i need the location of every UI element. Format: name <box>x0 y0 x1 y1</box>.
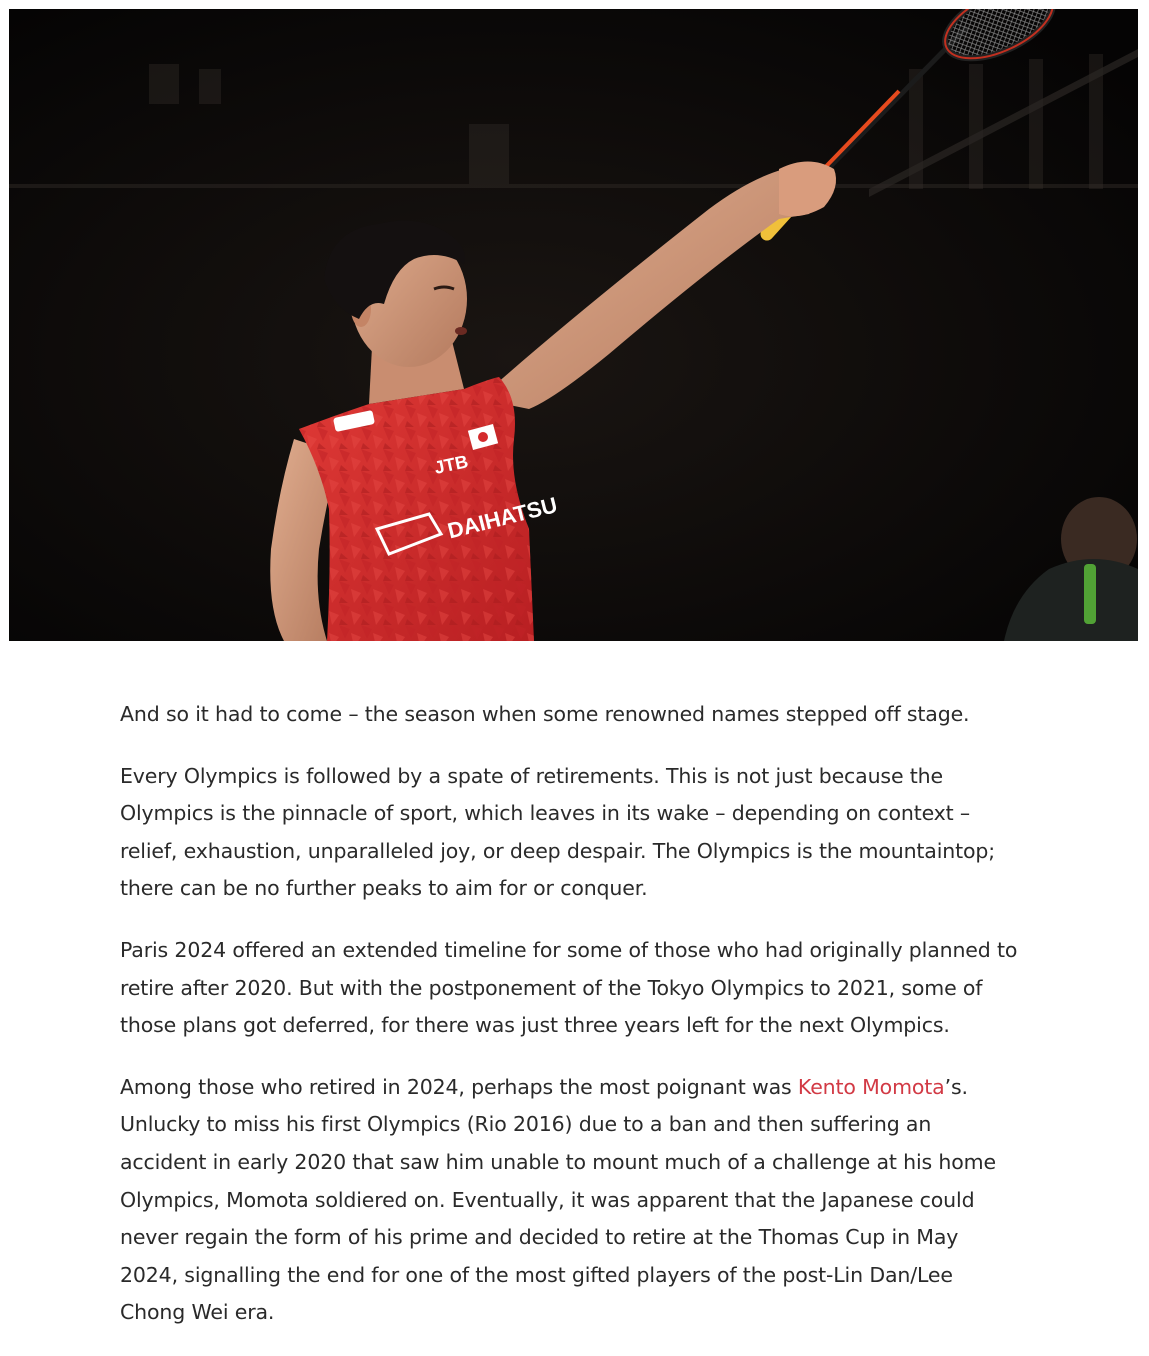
paragraph-text: Among those who retired in 2024, perhaps the most poignant was <box>120 1074 798 1099</box>
badminton-player-photo <box>9 9 1138 641</box>
hero-image <box>9 9 1138 641</box>
jersey-lettering: DAIHATSU <box>445 492 560 544</box>
article-paragraph: Paris 2024 offered an extended timeline for some of those who had originally planned to retire after 2020. But with the postponement of the Tokyo Olympics to 2021, some of those plans got deferred, for there was just three years left for the next Olympics. <box>120 937 1018 1038</box>
paragraph-text: ’s. Unlucky to miss his first Olympics (Rio 2016) due to a ban and then suffering an accident in early 2020 that saw him unable to mount much of a challenge at his home Olympics, Momota soldiered on. Eventually, it was apparent that the Japanese could never regain the form of his prime and decided to retire at the Thomas Cup in May 2024, signalling the end for one of the most gifted players of the post-Lin Dan/Lee Chong Wei era. <box>120 1074 996 1325</box>
article-body <box>120 696 1020 1356</box>
svg-text:JTB: JTB <box>432 451 470 478</box>
kento-momota-link[interactable]: Kento Momota <box>797 1074 945 1099</box>
article-paragraph: Every Olympics is followed by a spate of retirements. This is not just because the Olympics is the pinnacle of sport, which leaves in its wake – depending on context – relief, exhaustion, unparalleled joy, or deep despair. The Olympics is the mountaintop; there can be no further peaks to aim for or conquer. <box>120 763 995 901</box>
article-paragraph: And so it had to come – the season when some renowned names stepped off stage. <box>120 702 970 726</box>
article-paragraph <box>120 1069 1020 1332</box>
